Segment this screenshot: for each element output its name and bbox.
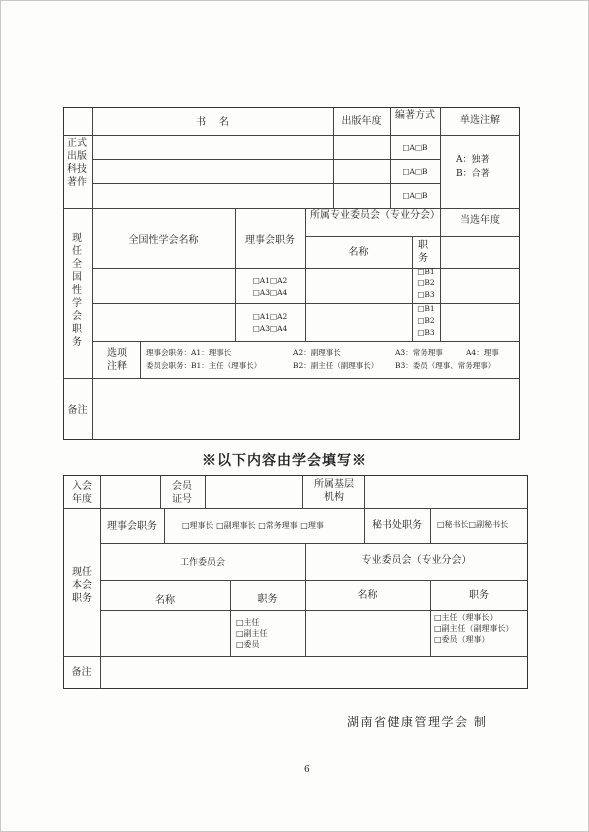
table-publications-positions xyxy=(63,107,520,440)
author-mode-checkbox-2[interactable]: □A□B xyxy=(402,167,428,176)
special-committee-header: 专业委员会（专业分会） xyxy=(361,555,472,566)
work-option-member[interactable]: □委员 xyxy=(236,640,260,649)
council-position-header: 理事会职务 xyxy=(245,235,295,246)
committee-position-header: 职务 xyxy=(418,240,428,264)
society-name-header: 全国性学会名称 xyxy=(128,235,199,246)
note-line1-b: A2：副理事长 xyxy=(293,348,341,357)
note-line1-c: A3：常务理事 xyxy=(395,348,443,357)
options-note-label: 选项注释 xyxy=(107,348,127,372)
council-options-row1-b[interactable]: □A3□A4 xyxy=(252,288,288,297)
secretariat-label: 秘书处职务 xyxy=(372,520,422,531)
council-options-2[interactable]: □理事长 □副理事长 □常务理事 □理事 xyxy=(182,521,324,530)
section-current-label: 现任本会职务 xyxy=(72,567,92,604)
single-note-header: 单选注解 xyxy=(460,115,500,126)
pub-year-header: 出版年度 xyxy=(341,116,382,127)
author-mode-header: 编著方式 xyxy=(395,110,435,121)
special-option-vice-chair[interactable]: □副主任（副理事长） xyxy=(434,624,514,633)
committee-name-header: 名称 xyxy=(348,247,369,258)
committee-b1-row2[interactable]: □B1 xyxy=(417,304,435,313)
special-option-member[interactable]: □委员（理事） xyxy=(434,635,490,644)
book-name-header: 书 名 xyxy=(196,117,229,128)
work-position-header: 职务 xyxy=(257,594,278,605)
member-id-label: 会员证号 xyxy=(172,481,192,505)
join-year-label: 入会年度 xyxy=(72,481,92,505)
note-line1-a: 理事会职务：A1：理事长 xyxy=(146,348,232,357)
council-position-label-2: 理事会职务 xyxy=(107,521,157,532)
secretariat-options[interactable]: □秘书长□副秘书长 xyxy=(437,520,509,529)
special-position-header: 职务 xyxy=(469,590,489,601)
remarks-label-1: 备注 xyxy=(67,405,88,416)
special-option-chair[interactable]: □主任（理事长） xyxy=(434,613,498,622)
note-b: B：合著 xyxy=(456,169,490,179)
committee-header: 所属专业委员会（专业分会） xyxy=(310,210,440,221)
note-line2-c: B3：委员（理事、常务理事） xyxy=(395,361,496,370)
special-name-header: 名称 xyxy=(357,590,378,601)
committee-b3-row2[interactable]: □B3 xyxy=(417,328,435,337)
work-option-chair[interactable]: □主任 xyxy=(236,618,260,627)
council-options-row2-b[interactable]: □A3□A4 xyxy=(252,324,288,333)
work-name-header: 名称 xyxy=(155,595,175,606)
note-line2-a: 委员会职务：B1：主任（理事长） xyxy=(146,361,262,370)
remarks-label-2: 备注 xyxy=(71,667,92,678)
note-a: A：独著 xyxy=(456,155,490,165)
committee-b2-row2[interactable]: □B2 xyxy=(417,316,435,325)
issuer-footer: 湖南省健康管理学会 制 xyxy=(347,715,488,729)
committee-b3-row1[interactable]: □B3 xyxy=(417,290,435,299)
elected-year-header: 当选年度 xyxy=(460,215,500,226)
work-option-vice-chair[interactable]: □副主任 xyxy=(236,629,268,638)
council-options-row2-a[interactable]: □A1□A2 xyxy=(252,312,288,321)
author-mode-checkbox-1[interactable]: □A□B xyxy=(402,143,428,152)
council-options-row1-a[interactable]: □A1□A2 xyxy=(252,276,288,285)
committee-b1-row1[interactable]: □B1 xyxy=(417,267,435,276)
society-fill-title: ※以下内容由学会填写※ xyxy=(202,453,367,469)
work-committee-header: 工作委员会 xyxy=(179,558,225,568)
author-mode-checkbox-3[interactable]: □A□B xyxy=(402,191,428,200)
section-publications-label: 正式出版科技著作 xyxy=(67,138,87,188)
page-number: 6 xyxy=(304,765,310,775)
section-society-label: 现任全国性学会职务 xyxy=(72,233,82,348)
note-line2-b: B2：副主任（副理事长） xyxy=(293,361,379,370)
committee-b2-row1[interactable]: □B2 xyxy=(417,278,435,287)
note-line1-d: A4：理事 xyxy=(466,348,499,357)
org-label: 所属基层机构 xyxy=(314,479,354,503)
